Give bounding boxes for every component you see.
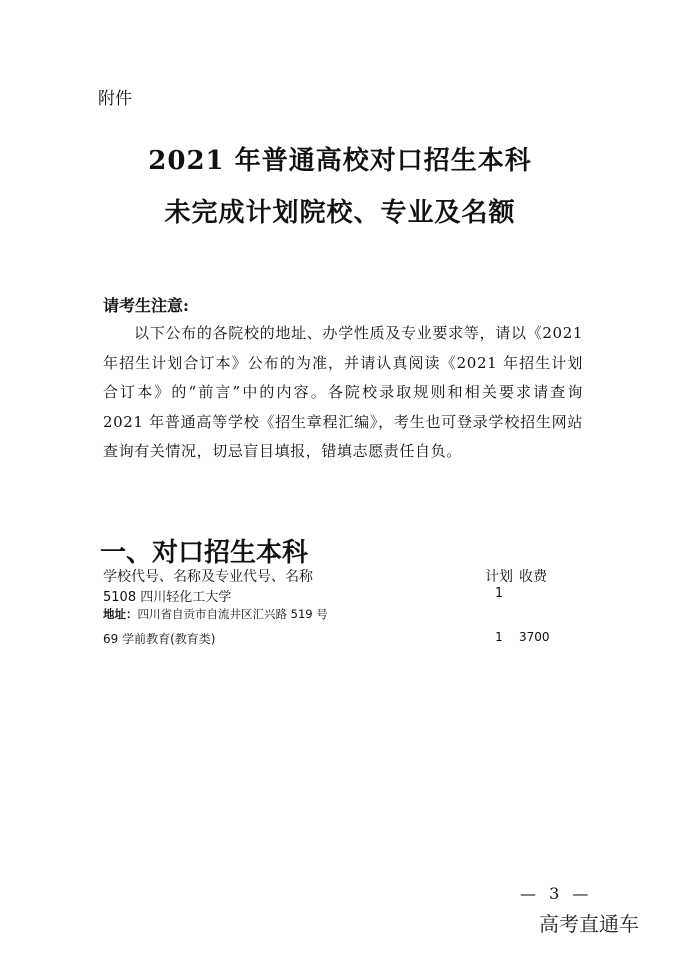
table-header-row (103, 566, 583, 586)
fee-column-header: 收费 (519, 569, 547, 585)
table-row-school (103, 586, 583, 606)
plan-column-header: 计划 (485, 569, 513, 585)
document-title-line1: 2021 年普通高校对口招生本科 (148, 146, 532, 176)
school-address (103, 606, 328, 622)
document-title-line2: 未完成计划院校、专业及名额 (164, 198, 516, 228)
attachment-label: 附件 (98, 89, 132, 109)
school-code-name: 5108 四川轻化工大学 (103, 590, 232, 605)
quota-table (103, 566, 583, 650)
school-plan: 1 (494, 586, 504, 601)
notice-paragraph: 以下公布的各院校的地址、办学性质及专业要求等，请以《2021 年招生计划合订本》公布的为准，并请认真阅读《2021 年招生计划合订本》的“前言”中的内容。各院校录取规则和相关要求请查询 2021 年普通高等学校《招生章程汇编》，考生也可登录学校招生网站查询有关情况，切忌盲目填报，错填志愿责任自负。 (103, 324, 583, 460)
school-column-header: 学校代号、名称及专业代号、名称 (103, 569, 313, 585)
major-code-name: 69 学前教育(教育类) (103, 632, 216, 646)
address-label: 地址： (103, 607, 138, 621)
section-heading: 一、对口招生本科 (100, 538, 309, 568)
page-number: — 3 — (520, 884, 593, 903)
notice-heading: 请考生注意: (103, 296, 189, 315)
address-text: 四川省自贡市自流井区汇兴路 519 号 (137, 607, 328, 621)
table-row-address (103, 606, 583, 626)
major-fee: 3700 (519, 630, 550, 644)
table-row-major (103, 630, 583, 650)
major-plan: 1 (495, 630, 503, 644)
watermark-text: 高考直通车 (539, 912, 639, 936)
